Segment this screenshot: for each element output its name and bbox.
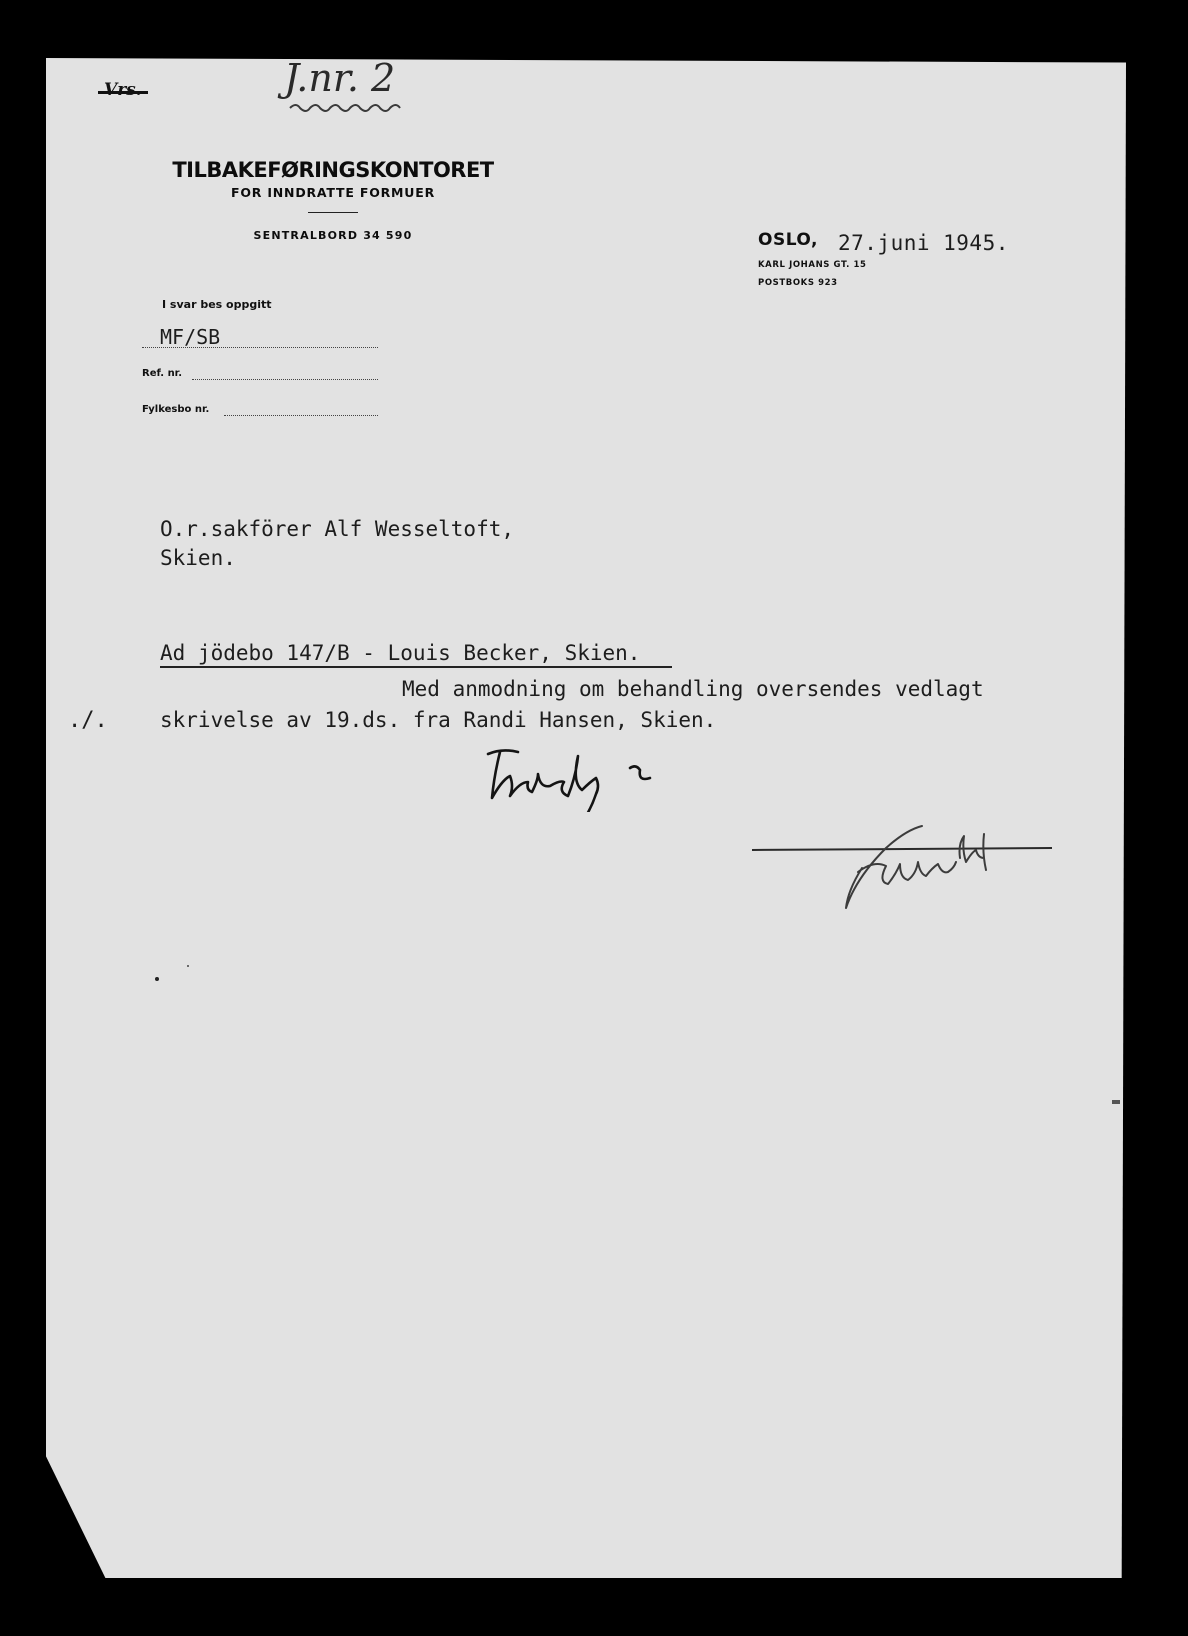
primary-signature	[480, 742, 680, 812]
street-address: KARL JOHANS GT. 15	[758, 260, 867, 270]
letterhead-divider	[308, 212, 358, 213]
fylkesbo-label: Fylkesbo nr.	[142, 404, 210, 415]
recipient-line-2: Skien.	[160, 546, 236, 570]
stray-dot	[187, 965, 189, 967]
reference-value: MF/SB	[160, 325, 221, 349]
body-line-2: skrivelse av 19.ds. fra Randi Hansen, Skien.	[160, 708, 717, 732]
org-subtitle: FOR INNDRATTE FORMUER	[231, 185, 435, 200]
journal-number-note: J.nr. 2	[284, 56, 396, 100]
journal-number-scribble	[288, 100, 418, 116]
edge-mark	[1112, 1100, 1120, 1104]
subject-underline	[160, 666, 672, 668]
ref-number-label: Ref. nr.	[142, 368, 182, 379]
org-name: TILBAKEFØRINGSKONTORET	[172, 158, 494, 182]
primary-signature-drawing	[480, 742, 680, 812]
fylkesbo-line	[224, 415, 378, 416]
secondary-signature	[750, 820, 1060, 910]
struck-handwritten-note	[104, 80, 142, 100]
ref-number-line	[192, 379, 378, 380]
secondary-signature-drawing	[750, 820, 1060, 910]
recipient-line-1: O.r.sakförer Alf Wesseltoft,	[160, 517, 515, 541]
struck-note-text: Vrs.	[104, 80, 142, 100]
paper-sheet	[46, 58, 1126, 1578]
margin-enclosure-mark: ./.	[68, 708, 108, 733]
org-phone: SENTRALBORD 34 590	[253, 229, 413, 242]
letter-date: 27.juni 1945.	[838, 231, 1009, 255]
reference-label: I svar bes oppgitt	[162, 298, 272, 311]
postbox-address: POSTBOKS 923	[758, 278, 838, 288]
city-label: OSLO,	[758, 230, 818, 250]
body-line-1: Med anmodning om behandling oversendes vedlagt	[402, 677, 984, 701]
stray-dot	[155, 977, 159, 981]
letter-subject: Ad jödebo 147/B - Louis Becker, Skien.	[160, 641, 641, 665]
